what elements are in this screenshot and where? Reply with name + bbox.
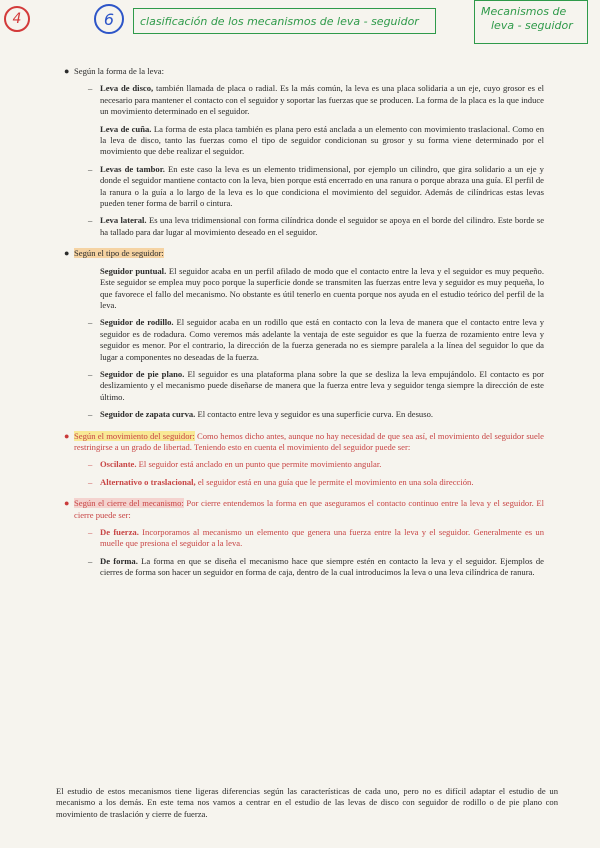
section-intro: Por cierre entendemos la forma en que aseguramos el contacto continuo entre la leva y el seguidor. El cierre puede ser: — [74, 498, 545, 520]
item-term: Seguidor puntual. — [100, 265, 167, 276]
item-text: En este caso la leva es un elemento tridimensional, por ejemplo un cilindro, que gira solidario a un eje y donde el seguidor mantiene contacto con la leva, bien porque está encerrado en una ranura o porque abraza una guía. El perfil de la ranura o la guía a lo largo de la leva es lo que condiciona el movimiento del seguidor. Además de cilíndricas estas levas pueden tener forma de barril o cintura. — [100, 163, 544, 209]
item-text: El seguidor acaba en un perfil afilado de modo que el contacto entre la leva y el seguidor es muy pequeño. Este seguidor se emplea muy poco porque la superficie donde se transmiten las fuerzas entre leva y seguidor es muy pequeña, lo que favorece el fallo del mecanismo. No obstante es útil tenerlo en cuenta porque nos ayuda en el estudio teórico del perfil de la leva. — [100, 265, 544, 310]
section-cam-shape — [64, 66, 545, 238]
dash-icon: – — [88, 527, 93, 537]
list-item — [100, 266, 544, 312]
bullet-icon: ● — [64, 498, 70, 509]
item-text: La forma en que se diseña el mecanismo hace que siempre estén en contacto la leva y el seguidor. Ejemplos de cierres de forma son hacer un seguidor en forma de caja, dentro de la cual introducimos la leva o una leva cilíndrica de ranura. — [100, 555, 544, 578]
dash-icon: – — [88, 555, 93, 566]
handwritten-topic-tab — [474, 0, 588, 44]
dash-icon: – — [88, 409, 93, 420]
item-text: El seguidor acaba en un rodillo que está en contacto con la leva de manera que el contacto entre leva y seguidor es de rodadura. Como veremos más adelante la ventaja de este seguidor es que la fuerza de rozamiento entre leva y seguidor es menor. Por el contrario, la dirección de la fuerza generada no es siempre paralela a la línea del seguidor lo que da lugar a componentes no deseadas de la fuerza. — [100, 317, 544, 362]
item-text: El contacto entre leva y seguidor es una superficie curva. En desuso. — [195, 409, 434, 420]
list-item — [88, 83, 544, 117]
item-term: Leva de cuña. — [100, 123, 152, 134]
page-number: 4 — [12, 11, 22, 27]
list-item — [100, 124, 544, 158]
list-item — [88, 368, 544, 403]
bullet-icon: ● — [64, 66, 70, 76]
bullet-icon: ● — [64, 248, 70, 259]
item-term: Seguidor de zapata curva. — [100, 409, 196, 420]
dash-icon: – — [88, 368, 93, 379]
section-number: 6 — [103, 9, 115, 29]
section-intro: Como hemos dicho antes, aunque no hay necesidad de que sea así, el movimiento del seguidor suele restringirse a un grado de libertad. Teniendo esto en cuenta el movimiento del seguidor puede ser: — [74, 430, 544, 452]
item-term: De forma. — [100, 555, 138, 566]
bullet-icon: ● — [64, 430, 70, 441]
page-number-circle — [4, 6, 30, 32]
dash-icon: – — [88, 215, 93, 226]
item-term: Leva de disco, — [100, 83, 154, 94]
list-item — [88, 163, 544, 210]
item-term: Leva lateral. — [100, 215, 147, 226]
item-term: Alternativo o traslacional, — [100, 476, 196, 487]
topic-tab-line-1: Mecanismos de — [481, 5, 567, 18]
dash-icon: – — [88, 83, 93, 94]
item-text: La forma de esta placa también es plana pero está anclada a un elemento con movimiento traslacional. Como en la leva de disco, tanto las fuerzas como el tipo de seguidor condicionan su grosor y su forma viene determinado por el movimiento que debe realizar el seguidor. — [100, 123, 544, 157]
item-term: Oscilante. — [100, 459, 137, 470]
item-text: Es una leva tridimensional con forma cilíndrica donde el seguidor se apoya en el borde del cilindro. Este borde se ha tallado para dar lugar al movimiento deseado en el seguidor. — [100, 215, 545, 237]
item-term: Seguidor de rodillo. — [100, 317, 174, 328]
list-item — [88, 555, 544, 579]
dash-icon: – — [88, 476, 93, 487]
list-item — [88, 215, 545, 238]
item-term: De fuerza. — [100, 527, 139, 537]
dash-icon: – — [88, 317, 93, 328]
handwritten-title: clasificación de los mecanismos de leva - seguidor — [140, 14, 419, 28]
section-title: Según el cierre del mecanismo: — [74, 498, 184, 509]
handwritten-title-box — [133, 8, 436, 34]
dash-icon: – — [88, 459, 93, 470]
item-term: Seguidor de pie plano. — [100, 368, 185, 379]
topic-tab-line-2: leva - seguidor — [491, 19, 573, 32]
list-item — [88, 317, 544, 363]
section-closure — [64, 498, 545, 578]
closing-paragraph: El estudio de estos mecanismos tiene ligeras diferencias según las características de cada uno, pero no es difícil adaptar el estudio de un mecanismo a los demás. En este tema nos vamos a centrar en el estudio de las levas de disco con seguidor de rodillo o de pie plano con movimiento de traslación y cierre de fuerza. — [56, 786, 558, 819]
item-text: el seguidor está en una guía que le permite el movimiento en una sola dirección. — [195, 476, 474, 487]
list-item — [88, 476, 544, 488]
list-item — [88, 527, 544, 550]
section-follower-motion — [64, 430, 544, 489]
item-text: también llamada de placa o radial. Es la más común, la leva es una placa solidaria a un eje, cuyo grosor es el necesario para mantener el contacto con el seguidor y soportar las fuerzas que se producen. La forma de la placa es la que induce un movimiento determinado en el seguidor. — [100, 83, 544, 117]
item-term: Levas de tambor. — [100, 163, 165, 174]
dash-icon: – — [88, 163, 93, 174]
item-text: El seguidor está anclado en un punto que permite movimiento angular. — [136, 459, 382, 470]
list-item — [88, 459, 544, 470]
item-text: El seguidor es una plataforma plana sobre la que se desliza la leva empujándolo. El contacto es por deslizamiento y el mecanismo puede diseñarse de manera que la fuerza entre leva y seguidor tenga siempre la dirección de este último. — [100, 368, 544, 402]
section-title: Según la forma de la leva: — [74, 66, 164, 76]
section-number-circle — [94, 4, 124, 34]
document-body — [64, 66, 545, 589]
section-follower-type — [64, 248, 544, 420]
item-text: Incorporamos al mecanismo un elemento que genera una fuerza entre la leva y el seguidor. Generalmente es un muelle que presiona el seguidor a la leva. — [100, 527, 544, 549]
section-title: Según el movimiento del seguidor: — [74, 430, 195, 441]
list-item — [88, 409, 544, 420]
section-title: Según el tipo de seguidor: — [74, 248, 164, 259]
